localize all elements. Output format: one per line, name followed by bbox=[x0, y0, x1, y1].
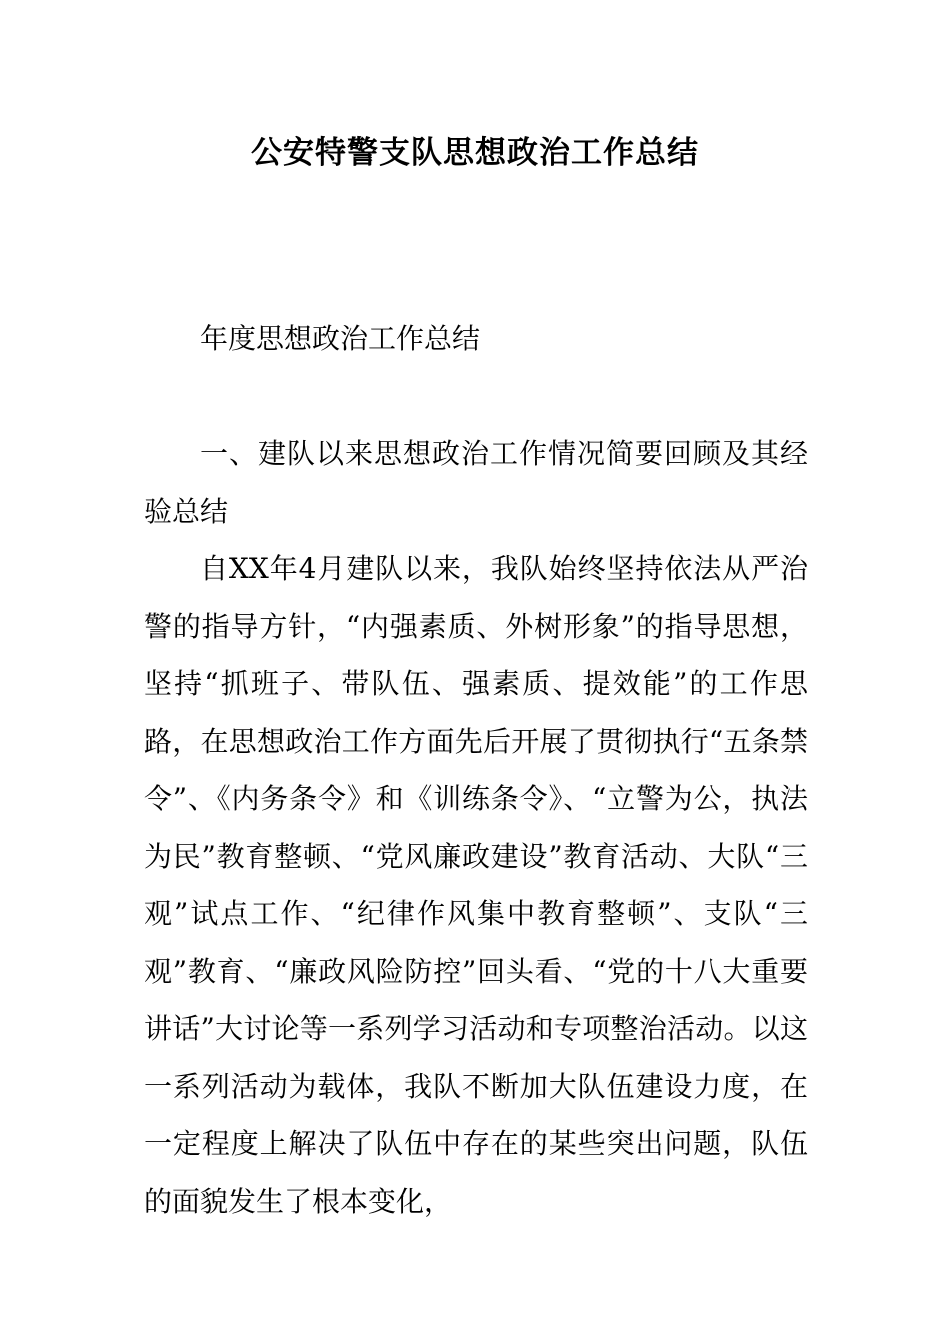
document-subtitle: 年度思想政治工作总结 bbox=[200, 322, 481, 355]
section-heading: 一、建队以来思想政治工作情况简要回顾及其经验总结 bbox=[144, 437, 808, 528]
document-title: 公安特警支队思想政治工作总结 bbox=[251, 135, 699, 171]
body-paragraph: 自XX年4月建队以来，我队始终坚持依法从严治警的指导方针，“内强素质、外树形象”的指导思想，坚持“抓班子、带队伍、强素质、提效能”的工作思路，在思想政治工作方面先后开展了贯彻执行“五条禁令”、《内务条令》和《训练条令》、“立警为公，执法为民”教育整顿、“党风廉政建设”教育活动、大队“三观”试点工作、“纪律作风集中教育整顿”、支队“三观”教育、“廉政风险防控”回头看、“党的十八大重要讲话”大讨论等一系列学习活动和专项整治活动。以这一系列活动为载体，我队不断加大队伍建设力度，在一定程度上解决了队伍中存在的某些突出问题，队伍的面貌发生了根本变化， bbox=[144, 552, 808, 1218]
